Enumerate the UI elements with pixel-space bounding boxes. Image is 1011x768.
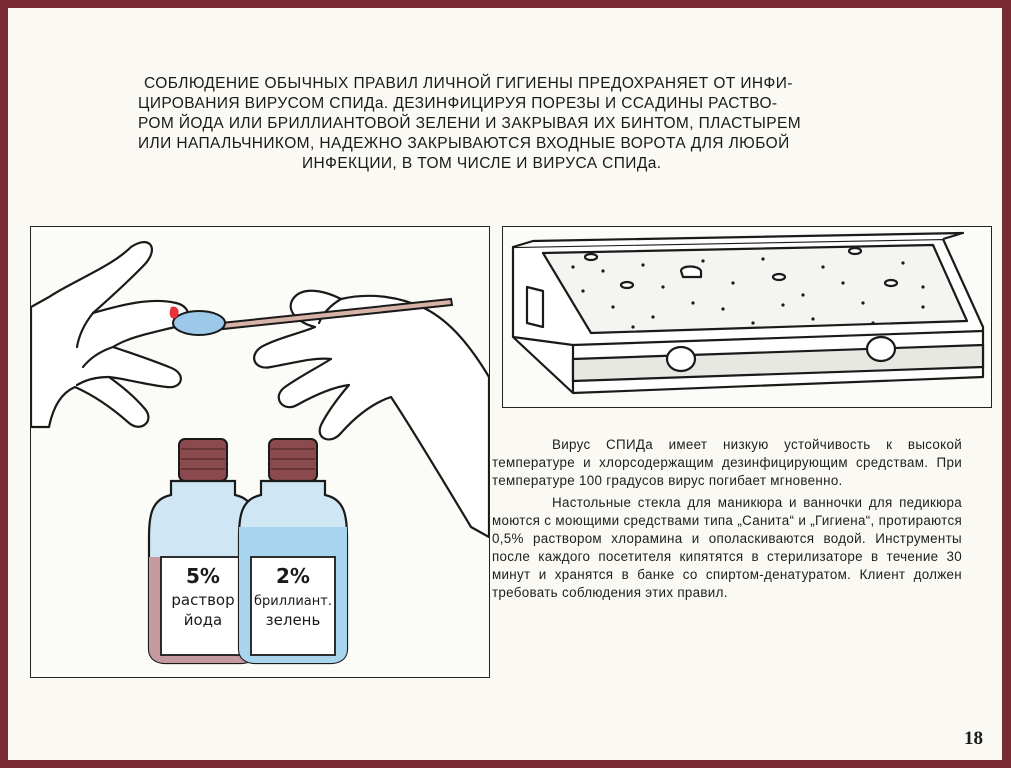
illustration-hands-bottles xyxy=(30,226,490,678)
sterilizer-lid xyxy=(543,245,967,333)
page xyxy=(8,8,1002,760)
left-hand-illustration xyxy=(31,242,188,427)
header-line: ИЛИ НАПАЛЬЧНИКОМ, НАДЕЖНО ЗАКРЫВАЮТСЯ ВХОДНЫЕ ВОРОТА ДЛЯ ЛЮБОЙ xyxy=(138,135,790,152)
header-text xyxy=(138,74,898,174)
header-line: ИНФЕКЦИИ, В ТОМ ЧИСЛЕ И ВИРУСА СПИДа. xyxy=(302,155,662,172)
header-line: ЦИРОВАНИЯ ВИРУСОМ СПИДа. ДЕЗИНФИЦИРУЯ ПОРЕЗЫ И ССАДИНЫ РАСТВО- xyxy=(138,95,778,112)
cotton-tip xyxy=(173,311,225,335)
latch-right xyxy=(867,337,895,361)
lid-handle xyxy=(681,267,701,278)
illustration-sterilizer xyxy=(502,226,992,408)
header-line: СОБЛЮДЕНИЕ ОБЫЧНЫХ ПРАВИЛ ЛИЧНОЙ ГИГИЕНЫ ПРЕДОХРАНЯЕТ ОТ ИНФИ- xyxy=(144,75,793,92)
hands-and-bottles-drawing xyxy=(31,227,489,677)
paragraph: Настольные стекла для маникюра и ванночки для педикюра моются с моющими средствами типа „Санита“ и „Гигиена“, протираются 0,5% раствором хлорамина и ополаскиваются водой. Инструменты после каждого посетителя кипятятся в стерилизаторе в течение 30 минут и хранятся в банке со спиртом-денатуратом. Клиент должен требовать соблюдения этих правил. xyxy=(492,495,962,600)
iodine-line2-label: йода xyxy=(183,611,223,629)
header-line: РОМ ЙОДА ИЛИ БРИЛЛИАНТОВОЙ ЗЕЛЕНИ И ЗАКРЫВАЯ ИХ БИНТОМ, ПЛАСТЫРЕМ xyxy=(138,115,802,132)
iodine-line1-label: раствор xyxy=(171,591,235,609)
body-text xyxy=(492,436,962,606)
green-line1-label: бриллиант. xyxy=(254,594,332,609)
paragraph: Вирус СПИДа имеет низкую устойчивость к высокой температуре и хлорсодержащим дезинфицирующим средствам. При температуре 100 градусов вирус погибает мгновенно. xyxy=(492,437,962,488)
brilliant-green-bottle xyxy=(239,439,347,663)
page-number: 18 xyxy=(964,728,983,749)
green-percent-label: 2% xyxy=(276,564,310,588)
green-line2-label: зелень xyxy=(265,611,321,629)
iodine-percent-label: 5% xyxy=(186,564,220,588)
latch-left xyxy=(667,347,695,371)
sterilizer-box-drawing xyxy=(503,227,991,407)
